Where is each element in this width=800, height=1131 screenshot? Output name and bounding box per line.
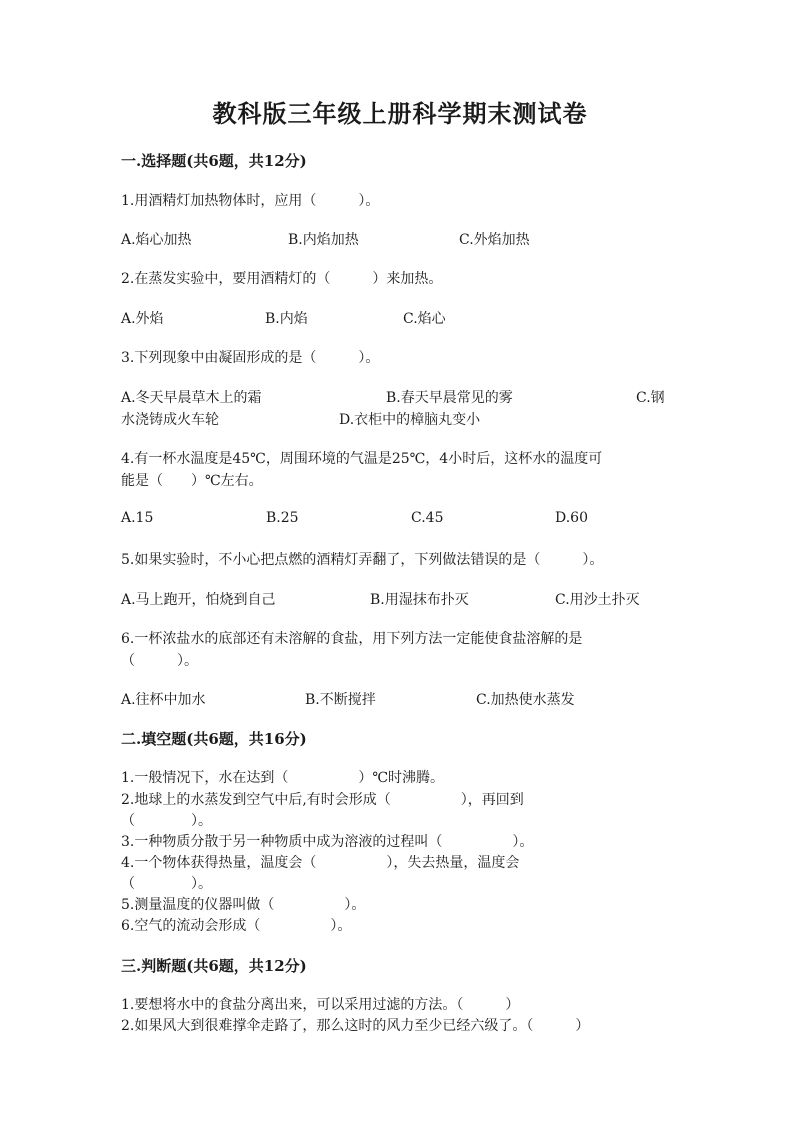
question-3-stem: 3.下列现象中由凝固形成的是（ ）。 bbox=[121, 350, 380, 366]
question-4-stem-continued: 能是（ ）℃左右。 bbox=[121, 473, 263, 489]
question-4-option-a: A.15 bbox=[121, 510, 154, 526]
question-5-stem: 5.如果实验时，不小心把点燃的酒精灯弄翻了，下列做法错误的是（ ）。 bbox=[121, 552, 604, 568]
fill-line-6: （ ）。 bbox=[121, 876, 212, 892]
question-2-option-a: A.外焰 bbox=[121, 311, 164, 327]
question-4-option-d: D.60 bbox=[555, 510, 588, 526]
question-6-option-b: B.不断搅拌 bbox=[305, 692, 376, 708]
question-5-option-b: B.用湿抹布扑灭 bbox=[370, 592, 469, 608]
question-1-option-b: B.内焰加热 bbox=[288, 232, 359, 248]
page-title: 教科版三年级上册科学期末测试卷 bbox=[212, 99, 588, 128]
question-2-option-c: C.焰心 bbox=[403, 311, 446, 327]
section-heading-choice: 一.选择题(共6题，共12分) bbox=[121, 152, 307, 170]
judge-line-1: 1.要想将水中的食盐分离出来，可以采用过滤的方法。（ ） bbox=[121, 997, 520, 1013]
question-4-option-b: B.25 bbox=[266, 510, 299, 526]
fill-line-3: （ ）。 bbox=[121, 813, 212, 829]
question-3-option-a: A.冬天早晨草木上的霜 bbox=[121, 390, 262, 406]
question-1-option-c: C.外焰加热 bbox=[459, 232, 530, 248]
section-heading-fill: 二.填空题(共6题，共16分) bbox=[121, 730, 307, 748]
section-heading-judge: 三.判断题(共6题，共12分) bbox=[121, 957, 307, 975]
question-1-option-a: A.焰心加热 bbox=[121, 232, 192, 248]
question-5-option-a: A.马上跑开，怕烧到自己 bbox=[121, 592, 276, 608]
fill-line-1: 1.一般情况下，水在达到（ ）℃时沸腾。 bbox=[121, 770, 445, 786]
question-4-stem: 4.有一杯水温度是45℃，周围环境的气温是25℃，4小时后，这杯水的温度可 bbox=[121, 451, 603, 467]
question-6-stem-continued: （ ）。 bbox=[121, 653, 198, 669]
question-3-option-d: D.衣柜中的樟脑丸变小 bbox=[339, 412, 481, 428]
fill-line-2: 2.地球上的水蒸发到空气中后,有时会形成（ ），再回到 bbox=[121, 792, 524, 808]
question-2-stem: 2.在蒸发实验中，要用酒精灯的（ ）来加热。 bbox=[121, 271, 443, 287]
fill-line-8: 6.空气的流动会形成（ ）。 bbox=[121, 918, 352, 934]
question-1-stem: 1.用酒精灯加热物体时，应用（ ）。 bbox=[121, 193, 380, 209]
question-3-option-b: B.春天早晨常见的雾 bbox=[386, 390, 513, 406]
question-3-option-c-continued: 水浇铸成火车轮 bbox=[121, 412, 219, 428]
judge-line-2: 2.如果风大到很难撑伞走路了，那么这时的风力至少已经六级了。（ ） bbox=[121, 1018, 590, 1034]
fill-line-7: 5.测量温度的仪器叫做（ ）。 bbox=[121, 897, 366, 913]
question-5-option-c: C.用沙土扑灭 bbox=[555, 592, 640, 608]
question-4-option-c: C.45 bbox=[411, 510, 444, 526]
fill-line-5: 4.一个物体获得热量，温度会（ ），失去热量，温度会 bbox=[121, 855, 520, 871]
question-6-stem: 6.一杯浓盐水的底部还有未溶解的食盐，用下列方法一定能使食盐溶解的是 bbox=[121, 631, 583, 647]
fill-line-4: 3.一种物质分散于另一种物质中成为溶液的过程叫（ ）。 bbox=[121, 834, 534, 850]
question-3-option-c: C.钢 bbox=[636, 390, 665, 406]
question-6-option-c: C.加热使水蒸发 bbox=[476, 692, 575, 708]
question-6-option-a: A.往杯中加水 bbox=[121, 692, 206, 708]
question-2-option-b: B.内焰 bbox=[265, 311, 308, 327]
